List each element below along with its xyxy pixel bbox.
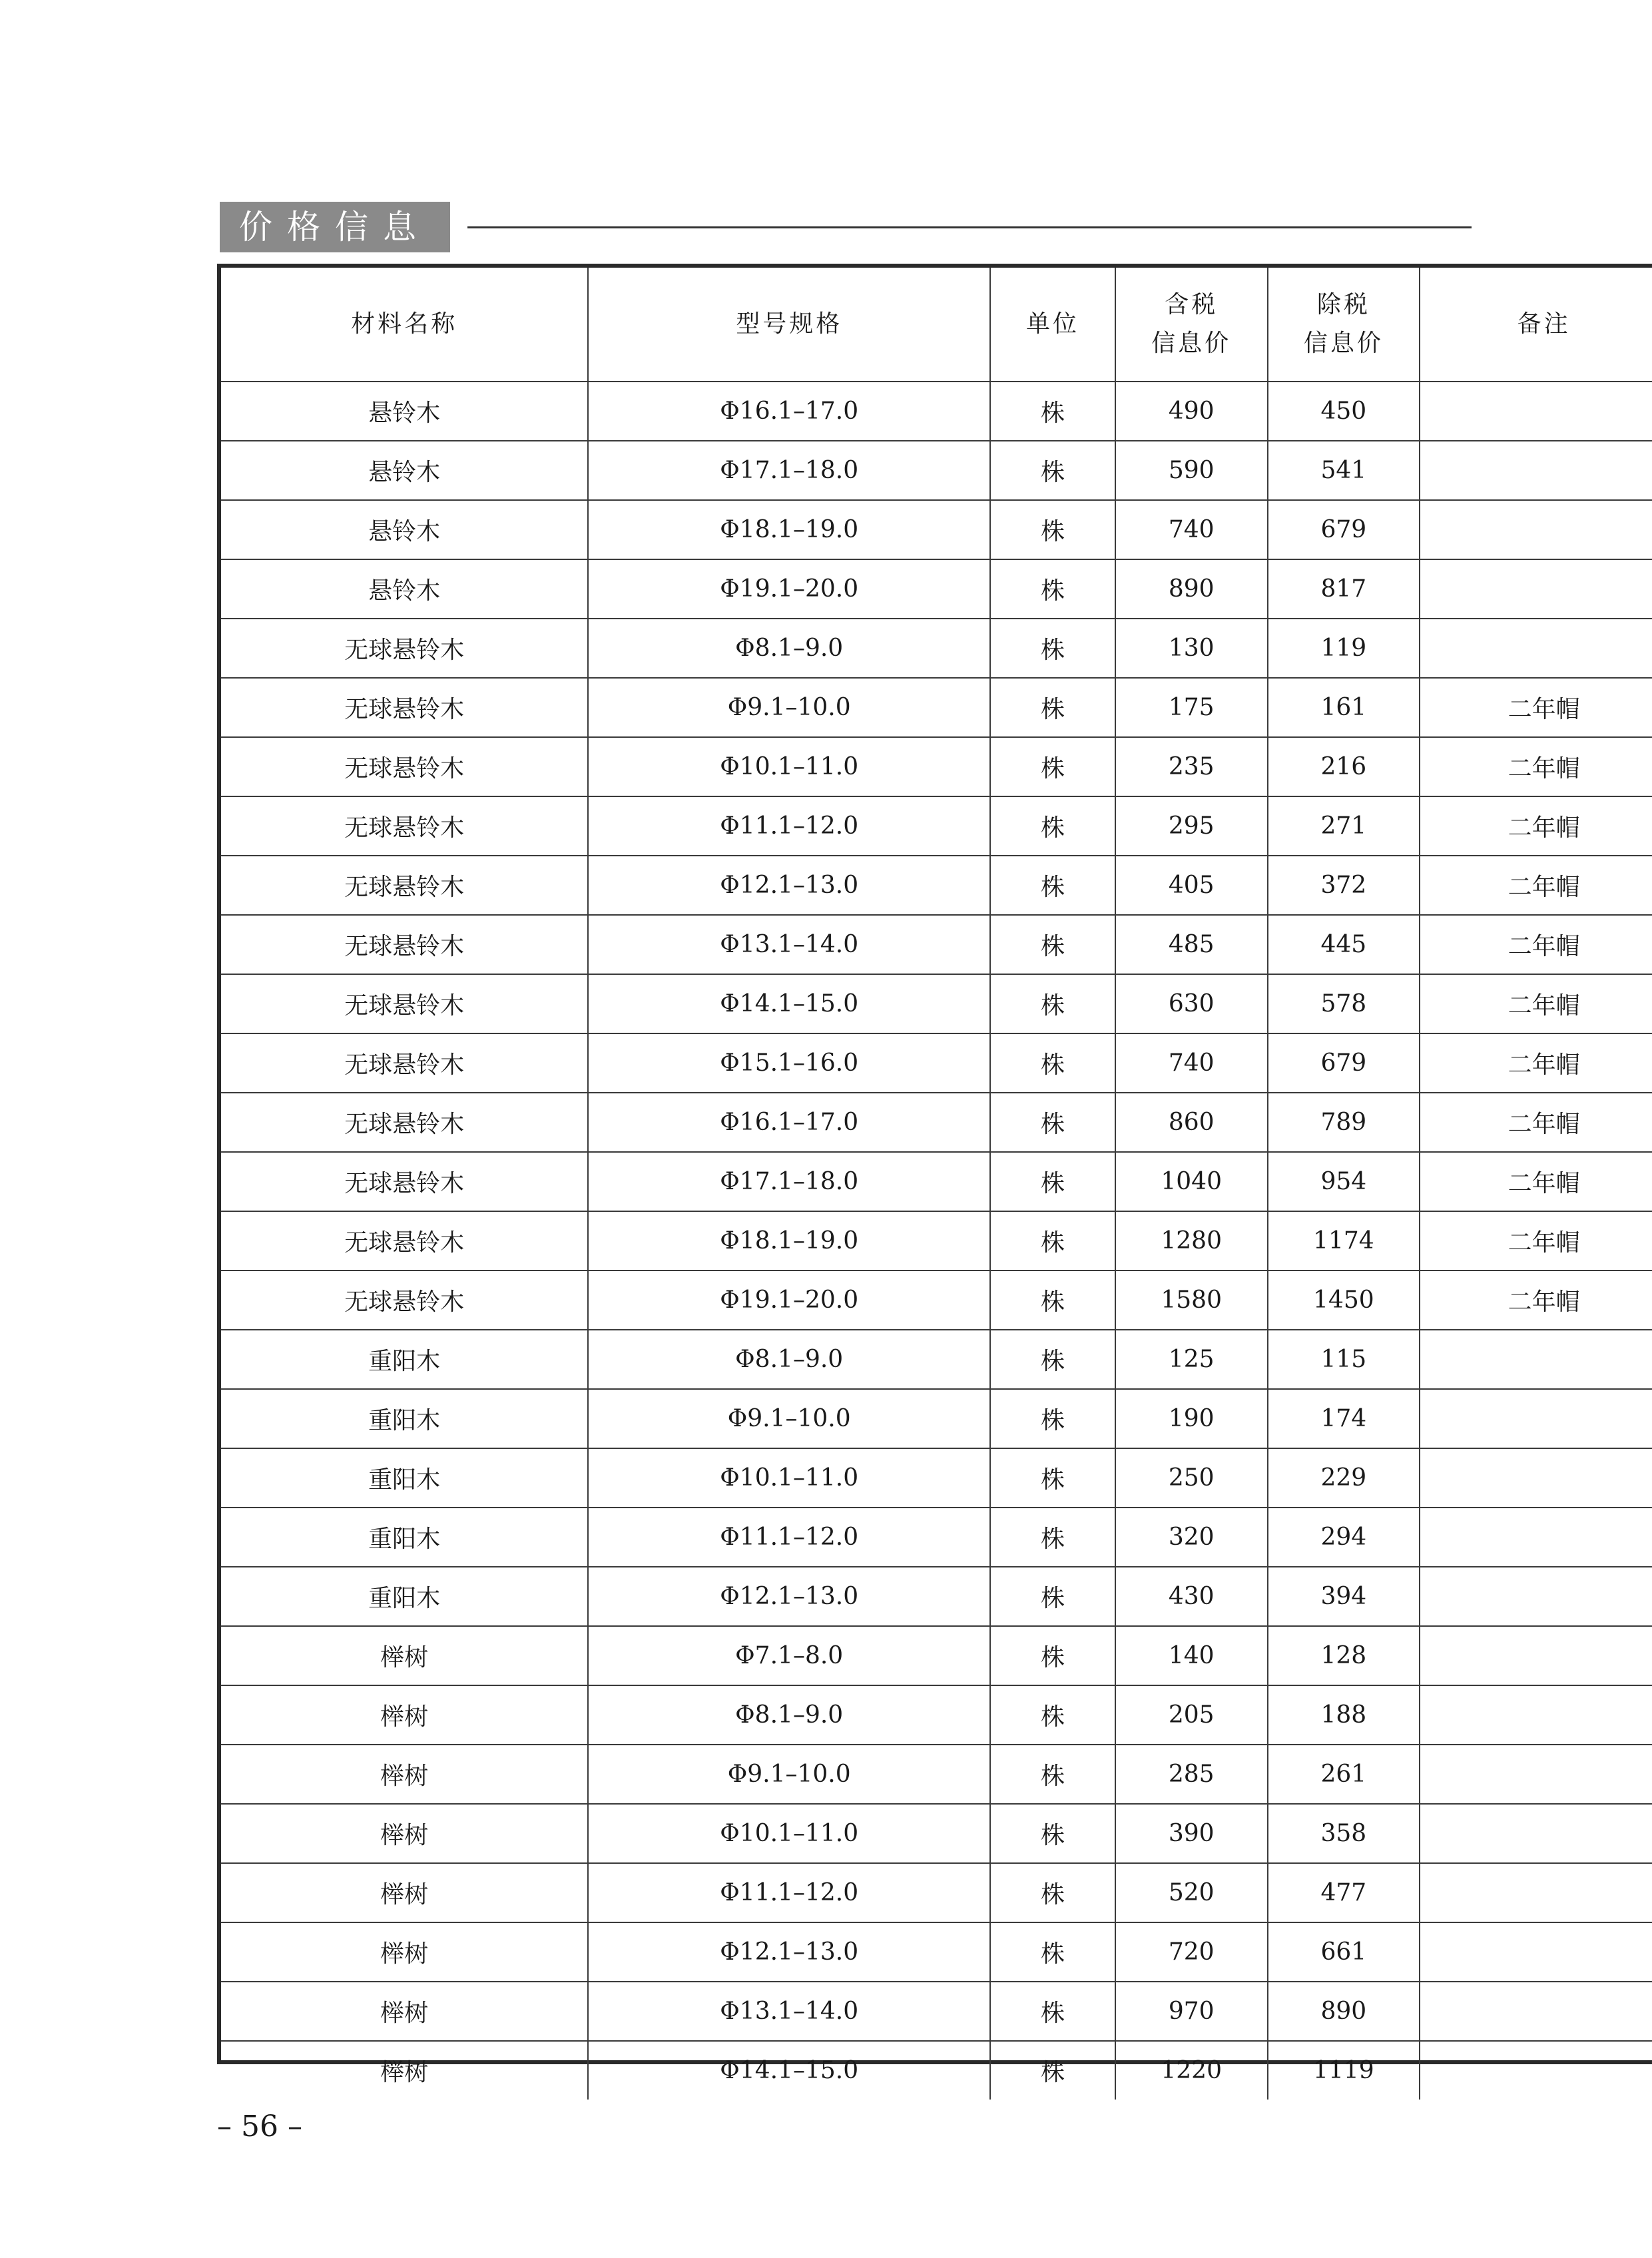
cell-note xyxy=(1420,441,1652,500)
header-tax-price-line1: 含税 xyxy=(1165,291,1219,318)
cell-unit: 株 xyxy=(990,678,1115,737)
cell-tax-price: 140 xyxy=(1115,1626,1268,1685)
table-row xyxy=(221,1330,1652,1389)
cell-spec: Φ8.1–9.0 xyxy=(588,619,990,678)
cell-spec: Φ13.1–14.0 xyxy=(588,1982,990,2041)
cell-notax-price: 115 xyxy=(1268,1330,1420,1389)
section-title: 价格信息 xyxy=(220,202,450,252)
cell-note xyxy=(1420,619,1652,678)
cell-tax-price: 190 xyxy=(1115,1389,1268,1448)
cell-material-name: 无球悬铃木 xyxy=(221,915,588,974)
cell-spec: Φ9.1–10.0 xyxy=(588,678,990,737)
cell-unit: 株 xyxy=(990,2041,1115,2100)
cell-note: 二年帽 xyxy=(1420,974,1652,1033)
table-row xyxy=(221,500,1652,559)
cell-notax-price: 890 xyxy=(1268,1982,1420,2041)
cell-note xyxy=(1420,1922,1652,1982)
table-row xyxy=(221,1626,1652,1685)
page-number: – 56 – xyxy=(217,2110,302,2143)
cell-note xyxy=(1420,1982,1652,2041)
cell-tax-price: 1040 xyxy=(1115,1152,1268,1211)
cell-unit: 株 xyxy=(990,1270,1115,1330)
cell-unit: 株 xyxy=(990,500,1115,559)
cell-spec: Φ10.1–11.0 xyxy=(588,1804,990,1863)
cell-tax-price: 125 xyxy=(1115,1330,1268,1389)
header-unit: 单位 xyxy=(990,268,1115,382)
cell-notax-price: 294 xyxy=(1268,1508,1420,1567)
cell-notax-price: 188 xyxy=(1268,1685,1420,1745)
cell-spec: Φ8.1–9.0 xyxy=(588,1685,990,1745)
table-row xyxy=(221,1508,1652,1567)
header-notax-price-line1: 除税 xyxy=(1316,291,1370,318)
cell-unit: 株 xyxy=(990,1508,1115,1567)
cell-spec: Φ13.1–14.0 xyxy=(588,915,990,974)
cell-unit: 株 xyxy=(990,856,1115,915)
table-row xyxy=(221,1389,1652,1448)
cell-spec: Φ11.1–12.0 xyxy=(588,796,990,856)
cell-note: 二年帽 xyxy=(1420,915,1652,974)
cell-note xyxy=(1420,1508,1652,1567)
cell-notax-price: 954 xyxy=(1268,1152,1420,1211)
cell-unit: 株 xyxy=(990,796,1115,856)
cell-tax-price: 740 xyxy=(1115,500,1268,559)
cell-material-name: 重阳木 xyxy=(221,1508,588,1567)
cell-material-name: 榉树 xyxy=(221,1626,588,1685)
cell-notax-price: 358 xyxy=(1268,1804,1420,1863)
table-row xyxy=(221,1685,1652,1745)
cell-notax-price: 174 xyxy=(1268,1389,1420,1448)
cell-spec: Φ15.1–16.0 xyxy=(588,1033,990,1093)
cell-note xyxy=(1420,1330,1652,1389)
cell-tax-price: 1220 xyxy=(1115,2041,1268,2100)
cell-material-name: 无球悬铃木 xyxy=(221,619,588,678)
cell-note: 二年帽 xyxy=(1420,1093,1652,1152)
section-divider xyxy=(467,226,1472,228)
cell-unit: 株 xyxy=(990,1448,1115,1508)
cell-unit: 株 xyxy=(990,974,1115,1033)
header-material-name: 材料名称 xyxy=(221,268,588,382)
cell-tax-price: 485 xyxy=(1115,915,1268,974)
cell-material-name: 重阳木 xyxy=(221,1330,588,1389)
cell-tax-price: 740 xyxy=(1115,1033,1268,1093)
cell-spec: Φ19.1–20.0 xyxy=(588,559,990,619)
cell-note xyxy=(1420,1389,1652,1448)
cell-unit: 株 xyxy=(990,1330,1115,1389)
cell-tax-price: 860 xyxy=(1115,1093,1268,1152)
cell-notax-price: 119 xyxy=(1268,619,1420,678)
table-header-row xyxy=(221,268,1652,382)
cell-tax-price: 205 xyxy=(1115,1685,1268,1745)
cell-notax-price: 789 xyxy=(1268,1093,1420,1152)
cell-tax-price: 1580 xyxy=(1115,1270,1268,1330)
cell-notax-price: 271 xyxy=(1268,796,1420,856)
table-row xyxy=(221,796,1652,856)
cell-note: 二年帽 xyxy=(1420,678,1652,737)
table-row xyxy=(221,1211,1652,1270)
cell-spec: Φ12.1–13.0 xyxy=(588,856,990,915)
table-row xyxy=(221,737,1652,796)
cell-material-name: 悬铃木 xyxy=(221,559,588,619)
cell-material-name: 榉树 xyxy=(221,1745,588,1804)
cell-material-name: 榉树 xyxy=(221,1804,588,1863)
cell-spec: Φ9.1–10.0 xyxy=(588,1389,990,1448)
cell-spec: Φ8.1–9.0 xyxy=(588,1330,990,1389)
cell-note: 二年帽 xyxy=(1420,1211,1652,1270)
cell-notax-price: 477 xyxy=(1268,1863,1420,1922)
table-row xyxy=(221,974,1652,1033)
cell-notax-price: 261 xyxy=(1268,1745,1420,1804)
cell-unit: 株 xyxy=(990,1922,1115,1982)
cell-spec: Φ14.1–15.0 xyxy=(588,974,990,1033)
cell-unit: 株 xyxy=(990,1685,1115,1745)
cell-unit: 株 xyxy=(990,1626,1115,1685)
table-row xyxy=(221,2041,1652,2100)
cell-unit: 株 xyxy=(990,1093,1115,1152)
cell-tax-price: 285 xyxy=(1115,1745,1268,1804)
cell-material-name: 榉树 xyxy=(221,1685,588,1745)
cell-material-name: 无球悬铃木 xyxy=(221,974,588,1033)
table-row xyxy=(221,1922,1652,1982)
cell-notax-price: 372 xyxy=(1268,856,1420,915)
cell-note: 二年帽 xyxy=(1420,796,1652,856)
table-row xyxy=(221,619,1652,678)
cell-notax-price: 161 xyxy=(1268,678,1420,737)
cell-spec: Φ10.1–11.0 xyxy=(588,1448,990,1508)
table-row xyxy=(221,1804,1652,1863)
cell-material-name: 重阳木 xyxy=(221,1448,588,1508)
cell-notax-price: 661 xyxy=(1268,1922,1420,1982)
cell-material-name: 无球悬铃木 xyxy=(221,1270,588,1330)
cell-notax-price: 450 xyxy=(1268,382,1420,441)
cell-tax-price: 175 xyxy=(1115,678,1268,737)
cell-spec: Φ10.1–11.0 xyxy=(588,737,990,796)
cell-notax-price: 578 xyxy=(1268,974,1420,1033)
cell-spec: Φ18.1–19.0 xyxy=(588,1211,990,1270)
header-notax-price xyxy=(1268,268,1420,382)
cell-unit: 株 xyxy=(990,1863,1115,1922)
header-note: 备注 xyxy=(1420,268,1652,382)
price-table-frame xyxy=(217,264,1652,2086)
cell-notax-price: 128 xyxy=(1268,1626,1420,1685)
table-row xyxy=(221,559,1652,619)
cell-notax-price: 1119 xyxy=(1268,2041,1420,2100)
table-row xyxy=(221,1745,1652,1804)
cell-spec: Φ17.1–18.0 xyxy=(588,1152,990,1211)
cell-unit: 株 xyxy=(990,1389,1115,1448)
table-row xyxy=(221,1270,1652,1330)
header-tax-price-line2: 信息价 xyxy=(1151,330,1232,357)
cell-notax-price: 1174 xyxy=(1268,1211,1420,1270)
cell-notax-price: 216 xyxy=(1268,737,1420,796)
cell-material-name: 无球悬铃木 xyxy=(221,1033,588,1093)
table-row xyxy=(221,1152,1652,1211)
cell-tax-price: 130 xyxy=(1115,619,1268,678)
cell-unit: 株 xyxy=(990,1745,1115,1804)
cell-material-name: 榉树 xyxy=(221,1922,588,1982)
header-notax-price-line2: 信息价 xyxy=(1303,330,1384,357)
cell-unit: 株 xyxy=(990,1211,1115,1270)
cell-notax-price: 445 xyxy=(1268,915,1420,974)
cell-material-name: 悬铃木 xyxy=(221,500,588,559)
cell-note: 二年帽 xyxy=(1420,1033,1652,1093)
table-row xyxy=(221,678,1652,737)
cell-notax-price: 394 xyxy=(1268,1567,1420,1626)
cell-spec: Φ16.1–17.0 xyxy=(588,1093,990,1152)
cell-spec: Φ19.1–20.0 xyxy=(588,1270,990,1330)
cell-unit: 株 xyxy=(990,915,1115,974)
price-table xyxy=(221,268,1652,2100)
cell-material-name: 重阳木 xyxy=(221,1389,588,1448)
cell-note xyxy=(1420,1745,1652,1804)
cell-material-name: 榉树 xyxy=(221,1982,588,2041)
cell-note xyxy=(1420,1567,1652,1626)
cell-tax-price: 970 xyxy=(1115,1982,1268,2041)
cell-tax-price: 295 xyxy=(1115,796,1268,856)
cell-note xyxy=(1420,1626,1652,1685)
cell-note xyxy=(1420,500,1652,559)
cell-note xyxy=(1420,2041,1652,2100)
cell-unit: 株 xyxy=(990,737,1115,796)
cell-unit: 株 xyxy=(990,1033,1115,1093)
cell-spec: Φ12.1–13.0 xyxy=(588,1922,990,1982)
cell-tax-price: 890 xyxy=(1115,559,1268,619)
cell-unit: 株 xyxy=(990,559,1115,619)
cell-spec: Φ7.1–8.0 xyxy=(588,1626,990,1685)
cell-spec: Φ11.1–12.0 xyxy=(588,1508,990,1567)
cell-unit: 株 xyxy=(990,1982,1115,2041)
cell-notax-price: 229 xyxy=(1268,1448,1420,1508)
cell-unit: 株 xyxy=(990,1567,1115,1626)
cell-note xyxy=(1420,1448,1652,1508)
cell-tax-price: 520 xyxy=(1115,1863,1268,1922)
cell-tax-price: 430 xyxy=(1115,1567,1268,1626)
cell-notax-price: 817 xyxy=(1268,559,1420,619)
table-row xyxy=(221,1033,1652,1093)
cell-note xyxy=(1420,1804,1652,1863)
cell-material-name: 榉树 xyxy=(221,1863,588,1922)
cell-material-name: 重阳木 xyxy=(221,1567,588,1626)
cell-spec: Φ12.1–13.0 xyxy=(588,1567,990,1626)
table-row xyxy=(221,1093,1652,1152)
cell-notax-price: 541 xyxy=(1268,441,1420,500)
cell-tax-price: 590 xyxy=(1115,441,1268,500)
table-row xyxy=(221,382,1652,441)
cell-material-name: 榉树 xyxy=(221,2041,588,2100)
cell-material-name: 无球悬铃木 xyxy=(221,1093,588,1152)
cell-tax-price: 250 xyxy=(1115,1448,1268,1508)
header-spec: 型号规格 xyxy=(588,268,990,382)
cell-tax-price: 390 xyxy=(1115,1804,1268,1863)
cell-note xyxy=(1420,1863,1652,1922)
cell-tax-price: 490 xyxy=(1115,382,1268,441)
table-row xyxy=(221,441,1652,500)
cell-note: 二年帽 xyxy=(1420,856,1652,915)
cell-spec: Φ11.1–12.0 xyxy=(588,1863,990,1922)
cell-tax-price: 630 xyxy=(1115,974,1268,1033)
cell-notax-price: 679 xyxy=(1268,500,1420,559)
cell-notax-price: 1450 xyxy=(1268,1270,1420,1330)
cell-spec: Φ16.1–17.0 xyxy=(588,382,990,441)
section-header xyxy=(220,202,1472,252)
cell-tax-price: 235 xyxy=(1115,737,1268,796)
cell-material-name: 无球悬铃木 xyxy=(221,678,588,737)
table-row xyxy=(221,856,1652,915)
cell-material-name: 无球悬铃木 xyxy=(221,796,588,856)
table-row xyxy=(221,915,1652,974)
cell-spec: Φ18.1–19.0 xyxy=(588,500,990,559)
cell-unit: 株 xyxy=(990,619,1115,678)
cell-spec: Φ17.1–18.0 xyxy=(588,441,990,500)
cell-unit: 株 xyxy=(990,441,1115,500)
cell-note: 二年帽 xyxy=(1420,737,1652,796)
cell-tax-price: 720 xyxy=(1115,1922,1268,1982)
cell-notax-price: 679 xyxy=(1268,1033,1420,1093)
cell-unit: 株 xyxy=(990,1152,1115,1211)
cell-tax-price: 320 xyxy=(1115,1508,1268,1567)
table-row xyxy=(221,1567,1652,1626)
cell-material-name: 悬铃木 xyxy=(221,382,588,441)
cell-spec: Φ9.1–10.0 xyxy=(588,1745,990,1804)
cell-material-name: 悬铃木 xyxy=(221,441,588,500)
cell-material-name: 无球悬铃木 xyxy=(221,1211,588,1270)
cell-unit: 株 xyxy=(990,1804,1115,1863)
table-row xyxy=(221,1982,1652,2041)
cell-unit: 株 xyxy=(990,382,1115,441)
cell-tax-price: 405 xyxy=(1115,856,1268,915)
cell-note: 二年帽 xyxy=(1420,1152,1652,1211)
header-tax-price xyxy=(1115,268,1268,382)
table-row xyxy=(221,1448,1652,1508)
cell-material-name: 无球悬铃木 xyxy=(221,1152,588,1211)
table-body xyxy=(221,382,1652,2100)
cell-note xyxy=(1420,559,1652,619)
cell-material-name: 无球悬铃木 xyxy=(221,737,588,796)
cell-material-name: 无球悬铃木 xyxy=(221,856,588,915)
table-row xyxy=(221,1863,1652,1922)
cell-note xyxy=(1420,382,1652,441)
cell-note: 二年帽 xyxy=(1420,1270,1652,1330)
cell-note xyxy=(1420,1685,1652,1745)
cell-tax-price: 1280 xyxy=(1115,1211,1268,1270)
cell-spec: Φ14.1–15.0 xyxy=(588,2041,990,2100)
